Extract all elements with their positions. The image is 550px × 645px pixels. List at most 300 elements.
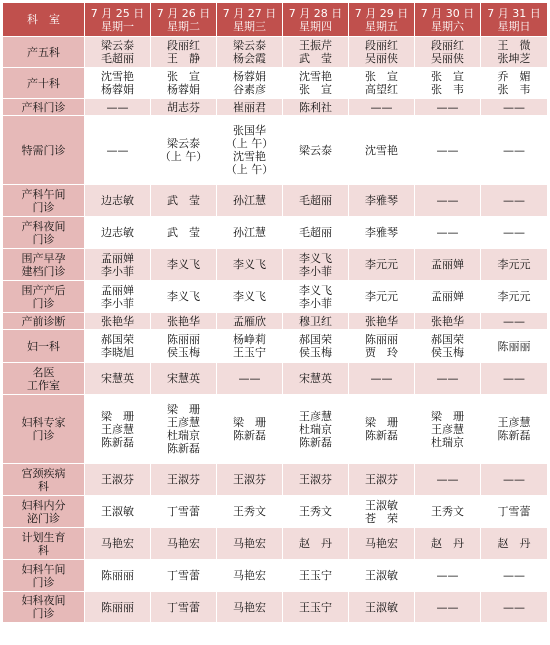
doctor-name: 边志敏 <box>101 194 134 207</box>
doctor-name: 孟雁欣 <box>233 314 266 328</box>
dept-label: 妇科专家 <box>21 416 66 429</box>
schedule-cell <box>151 37 217 68</box>
doctor-name: 李元元 <box>365 290 398 303</box>
doctor-name: —— <box>436 226 459 239</box>
doctor-name: 穆卫红 <box>299 314 332 328</box>
doctor-name: 王淑敏 <box>365 498 398 512</box>
schedule-cell <box>481 592 548 623</box>
dept-label: 产五科 <box>27 45 60 59</box>
doctor-name: 张 宣 <box>299 83 332 96</box>
doctor-name: 张艳华 <box>365 314 398 328</box>
doctor-name: 杨峥莉 <box>233 333 266 346</box>
schedule-cell <box>217 496 283 528</box>
schedule-cell <box>217 464 283 496</box>
doctor-name: 张坤芝 <box>497 52 531 65</box>
doctor-name: —— <box>503 194 525 207</box>
dept-label: 妇一科 <box>27 339 60 353</box>
schedule-body <box>3 37 548 623</box>
doctor-name: 杜瑞京 <box>431 435 464 449</box>
doctor-name: 马艳宏 <box>233 537 266 550</box>
schedule-cell <box>151 496 217 528</box>
schedule-cell <box>85 281 151 313</box>
schedule-cell <box>85 249 151 281</box>
schedule-cell <box>349 560 415 592</box>
schedule-cell <box>349 249 415 281</box>
schedule-cell <box>415 313 481 330</box>
doctor-name: —— <box>370 372 393 385</box>
schedule-cell <box>283 592 349 623</box>
schedule-cell <box>415 116 481 185</box>
doctor-name: —— <box>106 143 129 157</box>
doctor-name: 毛超丽 <box>101 52 134 65</box>
table-row <box>3 363 548 395</box>
dept-cell <box>3 37 85 68</box>
schedule-cell <box>415 99 481 116</box>
dept-label: 科 <box>38 479 49 493</box>
doctor-name: —— <box>503 569 525 582</box>
dept-label: 科 <box>38 543 49 557</box>
doctor-name: 孙江慧 <box>233 194 266 207</box>
schedule-cell <box>151 313 217 330</box>
schedule-cell <box>349 217 415 249</box>
doctor-name: 沈雪艳 <box>299 70 332 83</box>
schedule-cell <box>85 217 151 249</box>
doctor-name: 李晓旭 <box>101 346 134 359</box>
doctor-name: 王淑芬 <box>365 473 398 486</box>
dept-label: 泌门诊 <box>27 511 60 525</box>
schedule-cell <box>283 281 349 313</box>
dept-cell <box>3 464 85 496</box>
doctor-name: 王淑芬 <box>167 473 200 486</box>
doctor-name: 赵 丹 <box>497 537 531 550</box>
schedule-cell <box>349 281 415 313</box>
schedule-cell <box>283 560 349 592</box>
schedule-cell <box>85 185 151 217</box>
schedule-cell <box>415 363 481 395</box>
schedule-cell <box>283 116 349 185</box>
doctor-name: 李小菲 <box>299 296 332 310</box>
schedule-cell <box>481 217 548 249</box>
table-row <box>3 496 548 528</box>
doctor-name: —— <box>238 372 261 385</box>
schedule-cell <box>349 37 415 68</box>
doctor-name: 孟丽婵 <box>101 283 134 297</box>
doctor-name: 李小菲 <box>101 264 134 278</box>
schedule-cell <box>283 249 349 281</box>
schedule-cell <box>217 313 283 330</box>
doctor-name: —— <box>436 143 459 157</box>
day-header: 7 月 25 日 星期一 <box>85 3 151 37</box>
doctor-name: 段丽红 <box>431 39 464 52</box>
dept-label: 产科午间 <box>21 187 66 201</box>
dept-header: 科 室 <box>3 3 85 37</box>
doctor-name: —— <box>370 100 393 114</box>
schedule-cell <box>151 528 217 560</box>
schedule-cell <box>217 330 283 363</box>
doctor-name: 王彦慧 <box>497 416 531 429</box>
doctor-name: 张 韦 <box>497 83 531 96</box>
doctor-name: 陈丽丽 <box>101 569 134 582</box>
schedule-cell <box>217 185 283 217</box>
doctor-name: 杜瑞京 <box>167 429 200 442</box>
doctor-name: 苍 荣 <box>365 511 398 525</box>
doctor-name: 陈新磊 <box>365 429 398 442</box>
doctor-name: 贾 玲 <box>365 346 398 359</box>
schedule-cell <box>481 116 548 185</box>
doctor-name: 王秀文 <box>431 505 464 518</box>
dept-label: 妇科夜间 <box>21 594 66 607</box>
doctor-name: —— <box>436 194 459 207</box>
doctor-name: 梁 珊 <box>365 416 398 429</box>
schedule-cell <box>217 560 283 592</box>
header-row <box>3 3 548 37</box>
doctor-name: —— <box>503 314 525 328</box>
schedule-cell <box>481 330 548 363</box>
schedule-cell <box>151 464 217 496</box>
schedule-cell <box>217 363 283 395</box>
doctor-name: 王彦慧 <box>101 422 134 436</box>
dept-label: 门诊 <box>32 575 55 589</box>
schedule-cell <box>481 37 548 68</box>
schedule-cell <box>217 395 283 464</box>
doctor-name: —— <box>503 473 525 486</box>
schedule-cell <box>283 37 349 68</box>
schedule-cell <box>283 363 349 395</box>
schedule-cell <box>85 496 151 528</box>
schedule-cell <box>217 37 283 68</box>
doctor-name: 梁 珊 <box>431 409 464 423</box>
table-row <box>3 116 548 185</box>
schedule-cell <box>415 330 481 363</box>
schedule-cell <box>283 217 349 249</box>
doctor-name: —— <box>436 372 459 385</box>
dept-label: 名医 <box>32 365 55 379</box>
doctor-name: 马艳宏 <box>233 600 266 614</box>
doctor-name: 孟丽婵 <box>431 290 464 303</box>
doctor-name: —— <box>106 100 129 114</box>
doctor-name: 梁云泰 <box>167 137 200 150</box>
schedule-cell <box>481 464 548 496</box>
doctor-name: 李义飞 <box>167 290 200 303</box>
schedule-cell <box>85 313 151 330</box>
schedule-cell <box>85 592 151 623</box>
schedule-cell <box>481 496 548 528</box>
doctor-name: 边志敏 <box>101 226 134 239</box>
schedule-cell <box>415 217 481 249</box>
doctor-name: 毛超丽 <box>299 194 332 207</box>
schedule-cell <box>85 528 151 560</box>
table-row <box>3 395 548 464</box>
doctor-name: 孟丽婵 <box>431 258 464 271</box>
schedule-cell <box>151 249 217 281</box>
schedule-cell <box>349 464 415 496</box>
doctor-name: 梁云泰 <box>233 39 266 52</box>
table-row <box>3 217 548 249</box>
doctor-name: —— <box>503 372 525 385</box>
doctor-name: 郝国荣 <box>431 333 464 346</box>
doctor-name: 王玉宁 <box>299 569 332 582</box>
doctor-name: 张 宣 <box>365 70 398 83</box>
schedule-cell <box>415 395 481 464</box>
dept-label: 特需门诊 <box>21 143 66 157</box>
schedule-cell <box>151 217 217 249</box>
schedule-cell <box>481 313 548 330</box>
doctor-name: 侯玉梅 <box>431 346 464 359</box>
doctor-name: 王玉宁 <box>299 600 332 614</box>
schedule-cell <box>217 528 283 560</box>
schedule-cell <box>85 37 151 68</box>
dept-cell <box>3 528 85 560</box>
schedule-cell <box>151 281 217 313</box>
doctor-name: 陈新磊 <box>497 429 531 442</box>
doctor-name: 李元元 <box>497 258 531 271</box>
dept-cell <box>3 249 85 281</box>
schedule-cell <box>283 464 349 496</box>
doctor-name: 段丽红 <box>167 39 200 52</box>
day-header: 7 月 27 日 星期三 <box>217 3 283 37</box>
doctor-name: 赵 丹 <box>431 537 464 550</box>
doctor-name: 乔 媚 <box>497 70 531 83</box>
dept-cell <box>3 185 85 217</box>
doctor-name: 马艳宏 <box>233 569 266 582</box>
schedule-cell <box>349 395 415 464</box>
dept-label: 产十科 <box>27 76 60 90</box>
dept-label: 门诊 <box>32 200 55 214</box>
doctor-name: 武 莹 <box>299 52 332 65</box>
schedule-cell <box>217 68 283 99</box>
dept-cell <box>3 68 85 99</box>
dept-label: 产前诊断 <box>21 314 66 328</box>
schedule-cell <box>415 249 481 281</box>
doctor-name: 王振芹 <box>299 39 332 52</box>
doctor-name: 李小菲 <box>299 264 332 278</box>
schedule-cell <box>217 116 283 185</box>
doctor-name: 陈丽丽 <box>101 600 134 614</box>
table-row <box>3 281 548 313</box>
schedule-cell <box>85 560 151 592</box>
schedule-cell <box>481 528 548 560</box>
schedule-cell <box>85 68 151 99</box>
schedule-cell <box>85 395 151 464</box>
doctor-name: 张 宣 <box>167 70 200 83</box>
dept-label: 门诊 <box>32 232 55 246</box>
day-header: 7 月 29 日 星期五 <box>349 3 415 37</box>
doctor-name: 孙江慧 <box>233 226 266 239</box>
doctor-name: 李义飞 <box>299 251 332 265</box>
table-row <box>3 330 548 363</box>
doctor-name: 马艳宏 <box>365 537 398 550</box>
doctor-name: 王淑敏 <box>101 505 134 518</box>
schedule-cell <box>217 281 283 313</box>
schedule-cell <box>85 363 151 395</box>
dept-label: 计划生育 <box>21 530 66 544</box>
doctor-name: 宋慧英 <box>101 372 134 385</box>
dept-label: 妇科内分 <box>21 498 66 512</box>
doctor-name: 李雅琴 <box>365 226 398 239</box>
dept-cell <box>3 496 85 528</box>
schedule-cell <box>217 217 283 249</box>
dept-label: 产科门诊 <box>21 100 66 114</box>
schedule-cell <box>217 592 283 623</box>
schedule-cell <box>85 116 151 185</box>
doctor-name: 郝国荣 <box>299 333 332 346</box>
dept-cell <box>3 313 85 330</box>
schedule-cell <box>151 330 217 363</box>
schedule-cell <box>151 185 217 217</box>
schedule-cell <box>85 99 151 116</box>
table-row <box>3 37 548 68</box>
schedule-cell <box>283 528 349 560</box>
dept-cell <box>3 281 85 313</box>
doctor-name: 赵 丹 <box>299 537 332 550</box>
dept-cell <box>3 592 85 623</box>
schedule-cell <box>283 313 349 330</box>
schedule-cell <box>415 496 481 528</box>
doctor-name: 马艳宏 <box>167 537 200 550</box>
doctor-name: 李义飞 <box>167 258 200 271</box>
doctor-name: —— <box>503 100 525 114</box>
doctor-name: —— <box>503 600 525 614</box>
schedule-cell <box>349 330 415 363</box>
schedule-cell <box>415 37 481 68</box>
doctor-name: 沈雪艳 <box>233 150 266 163</box>
dept-label: 门诊 <box>32 296 55 310</box>
doctor-name: 王 微 <box>497 39 531 52</box>
schedule-cell <box>151 363 217 395</box>
doctor-name: 陈丽丽 <box>497 339 531 353</box>
schedule-cell <box>349 68 415 99</box>
schedule-cell <box>349 185 415 217</box>
doctor-name: 王彦慧 <box>299 409 332 423</box>
doctor-name: 陈丽丽 <box>365 333 398 346</box>
doctor-name: 丁雪蕾 <box>167 569 200 582</box>
doctor-name: 杜瑞京 <box>299 422 332 436</box>
schedule-cell <box>151 560 217 592</box>
doctor-name: 陈新磊 <box>233 429 266 442</box>
dept-label: 围产早孕 <box>21 251 66 265</box>
doctor-name: 崔丽君 <box>233 100 266 114</box>
doctor-name: （上 午） <box>225 137 274 150</box>
doctor-name: 宋慧英 <box>167 372 200 385</box>
doctor-name: 王 静 <box>167 52 200 65</box>
doctor-name: 陈利社 <box>299 100 332 114</box>
day-header: 7 月 31 日 星期日 <box>481 3 548 37</box>
doctor-name: 王彦慧 <box>167 416 200 429</box>
doctor-name: 杨蓉娟 <box>233 70 266 83</box>
dept-label: 建档门诊 <box>21 264 66 278</box>
doctor-name: 王淑芬 <box>299 473 332 486</box>
schedule-cell <box>481 185 548 217</box>
doctor-name: 王淑敏 <box>365 569 398 582</box>
schedule-cell <box>481 281 548 313</box>
table-row <box>3 528 548 560</box>
dept-cell <box>3 395 85 464</box>
schedule-cell <box>283 330 349 363</box>
doctor-name: —— <box>436 473 459 486</box>
schedule-cell <box>481 99 548 116</box>
doctor-name: 宋慧英 <box>299 372 332 385</box>
doctor-name: 梁云泰 <box>101 39 134 52</box>
schedule-cell <box>481 363 548 395</box>
schedule-cell <box>415 281 481 313</box>
table-row <box>3 560 548 592</box>
doctor-name: 李义飞 <box>233 258 266 271</box>
doctor-name: 谷素彦 <box>233 83 266 96</box>
schedule-cell <box>151 68 217 99</box>
schedule-cell <box>481 249 548 281</box>
schedule-cell <box>283 185 349 217</box>
schedule-cell <box>283 99 349 116</box>
doctor-name: —— <box>436 600 459 614</box>
doctor-name: 王秀文 <box>299 505 332 518</box>
doctor-name: 张艳华 <box>431 314 464 328</box>
dept-label: 妇科午间 <box>21 562 66 576</box>
schedule-cell <box>415 560 481 592</box>
table-row <box>3 464 548 496</box>
table-row <box>3 99 548 116</box>
doctor-name: 王彦慧 <box>431 422 464 436</box>
doctor-name: 陈新磊 <box>167 442 200 455</box>
schedule-cell <box>349 363 415 395</box>
doctor-name: 张 韦 <box>431 83 464 96</box>
doctor-name: 王玉宁 <box>233 346 266 359</box>
doctor-name: 李小菲 <box>101 296 134 310</box>
schedule-cell <box>217 99 283 116</box>
dept-label: 工作室 <box>27 378 60 392</box>
doctor-name: —— <box>503 226 525 239</box>
doctor-name: 梁 珊 <box>101 409 134 423</box>
schedule-cell <box>481 68 548 99</box>
doctor-name: 李雅琴 <box>365 194 398 207</box>
schedule-cell <box>415 592 481 623</box>
doctor-name: 吴丽侠 <box>431 52 464 65</box>
schedule-cell <box>349 592 415 623</box>
schedule-cell <box>415 528 481 560</box>
doctor-name: 王淑敏 <box>365 600 398 614</box>
doctor-name: 杨蓉娟 <box>167 83 200 96</box>
doctor-name: 张 宣 <box>431 70 464 83</box>
doctor-name: 梁云泰 <box>299 143 332 157</box>
doctor-name: （上 午） <box>225 163 274 176</box>
day-header: 7 月 26 日 星期二 <box>151 3 217 37</box>
doctor-name: 丁雪蕾 <box>497 505 531 518</box>
doctor-name: 段丽红 <box>365 39 398 52</box>
doctor-name: 王淑芬 <box>101 473 134 486</box>
dept-label: 围产产后 <box>21 283 66 297</box>
dept-cell <box>3 99 85 116</box>
schedule-cell <box>85 330 151 363</box>
table-row <box>3 592 548 623</box>
schedule-cell <box>151 116 217 185</box>
doctor-name: 郝国荣 <box>101 333 134 346</box>
doctor-name: 毛超丽 <box>299 226 332 239</box>
schedule-cell <box>481 395 548 464</box>
table-row <box>3 249 548 281</box>
schedule-cell <box>415 68 481 99</box>
doctor-name: 丁雪蕾 <box>167 600 200 614</box>
doctor-name: —— <box>436 100 459 114</box>
schedule-cell <box>349 313 415 330</box>
doctor-name: 杨会霞 <box>233 52 266 65</box>
dept-label: 产科夜间 <box>21 219 66 233</box>
dept-label: 门诊 <box>32 607 55 620</box>
doctor-name: 李元元 <box>365 258 398 271</box>
dept-cell <box>3 330 85 363</box>
doctor-name: 梁 珊 <box>233 416 266 429</box>
schedule-cell <box>283 496 349 528</box>
schedule-cell <box>349 116 415 185</box>
schedule-cell <box>151 592 217 623</box>
